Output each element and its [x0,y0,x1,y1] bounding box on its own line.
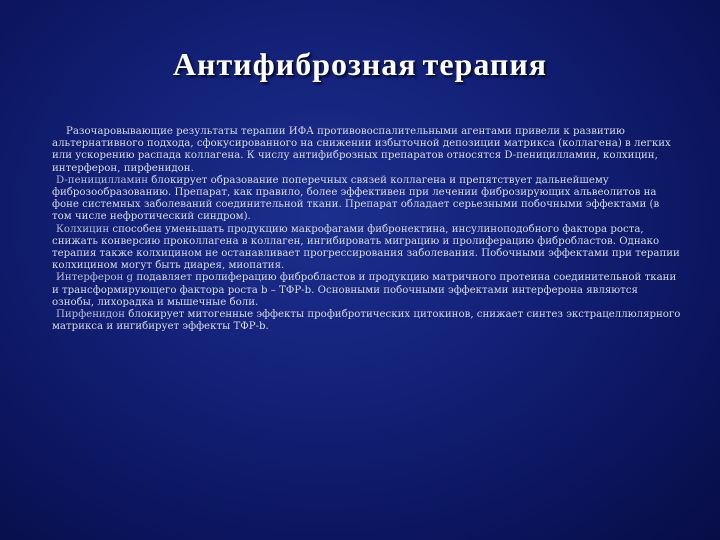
paragraph-interferon [52,272,682,309]
paragraph-penicillamine [52,175,682,224]
slide-title-part1: Антифиброзная [172,46,417,82]
slide-body [52,126,682,333]
paragraph-intro [52,126,682,175]
paragraph-colchicine-lead: Колхицин [56,223,110,235]
paragraph-penicillamine-text: блокирует образование поперечных связей коллагена и препятствует дальнейшему фиброзообразованию. Препарат, как правило, более эффективен при лечении фиброзирующих альвеолитов на фоне системных заболеваний соединительной ткани. Препарат обладает серьезными побочными эффектами (в том числе нефротический синдром). [52,174,660,223]
slide-title [0,46,720,96]
paragraph-pirfenidone [52,309,682,333]
paragraph-pirfenidone-lead: Пирфенидон [56,309,125,321]
paragraph-penicillamine-lead: D-пеницилламин [56,174,149,186]
paragraph-interferon-text: подавляет пролиферацию фибробластов и продукцию матричного протеина соединительной ткани и трансформирующего фактора роста b – ТФР-b. Основными побочными эффектами интерферона являются ознобы, лихорадка и мышечные боли. [52,272,677,308]
paragraph-interferon-lead: Интерферон g [56,272,134,284]
paragraph-colchicine [52,224,682,273]
paragraph-colchicine-text: способен уменьшать продукцию макрофагами фибронектина, инсулиноподобного фактора роста, снижать конверсию проколлагена в коллаген, ингибировать миграцию и пролиферацию фибробластов. Однако терапия также колхицином не останавливает прогрессирования заболевания. Побочными эффектами при терапии колхицином могут быть диарея, миопатия. [52,223,680,272]
paragraph-intro-text: Разочаровывающие результаты терапии ИФА противовоспалительными агентами привели к развитию альтернативного подхода, сфокусированного на снижении избыточной депозиции матрикса (коллагена) в легких или ускорению распада коллагена. К числу антифиброзных препаратов относятся D-пеницилламин, колхицин, интерферон, пирфенидон. [52,126,671,174]
slide-title-part2: терапия [422,46,548,82]
paragraph-pirfenidone-text: блокирует митогенные эффекты профибротических цитокинов, снижает синтез экстрацеллюлярного матрикса и ингибирует эффекты ТФР-b. [52,309,681,333]
